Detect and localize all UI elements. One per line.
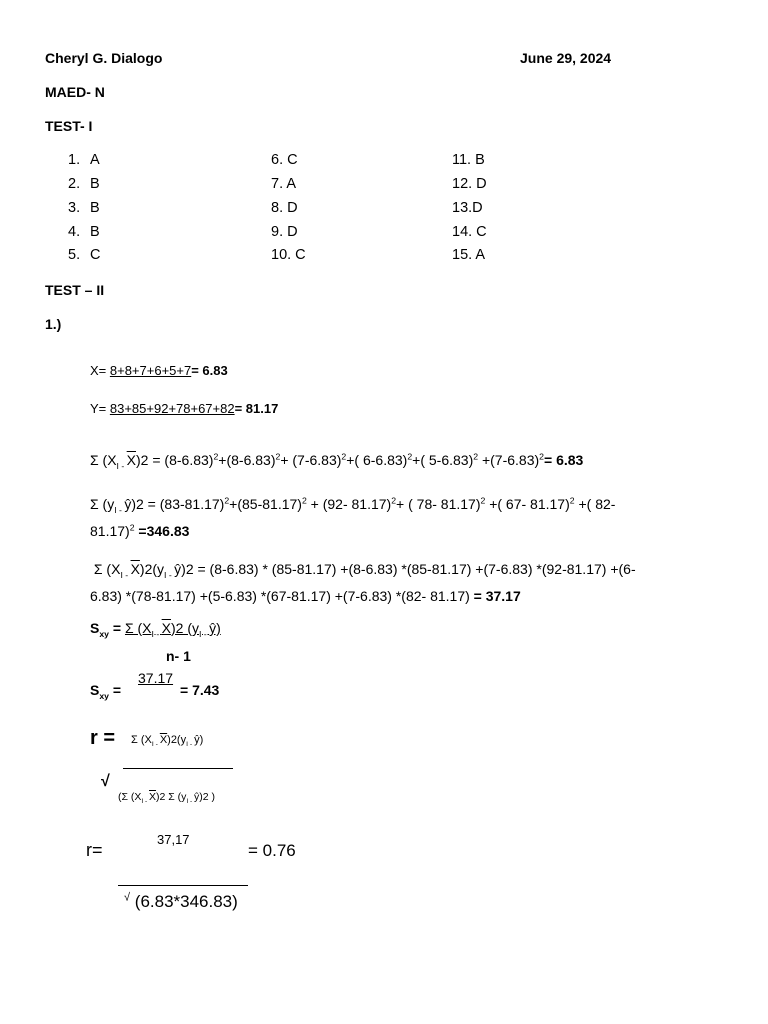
x-mean-formula: X= 8+8+7+6+5+7= 6.83: [90, 363, 228, 378]
answer-item: 7. A: [271, 176, 296, 192]
answer-item: 3. B: [68, 200, 100, 216]
section-label: MAED- N: [45, 84, 105, 100]
test1-title: TEST- I: [45, 118, 93, 134]
sxy-denominator: n- 1: [166, 648, 191, 664]
r-denominator-formula: (Σ ($X_{I -}$ $\overline{X})2$ Σ ($y_{I -}$ ŷ)2 ): [118, 791, 216, 806]
sxy-definition: $S_{xy} = \Sigma$ ($X_{I -}$ X)2 ($y_{I -}$ ŷ): [90, 620, 221, 639]
r-fraction-bar: [123, 768, 233, 769]
answer-item: 14. C: [452, 224, 487, 240]
r-numerator-formula: Σ ($X_{I -}$ $\overline{X})2(y_{I -}$ ŷ): [131, 734, 204, 749]
y-mean-formula: Y= 83+85+92+78+67+82= 81.17: [90, 401, 279, 416]
sxy-numerator: 37.17: [138, 670, 174, 686]
answer-item: 4. B: [68, 224, 100, 240]
sqrt-symbol: √: [124, 891, 131, 904]
r-result-fraction-bar: [118, 885, 248, 886]
answer-item: 5. C: [68, 247, 101, 263]
document-date: June 29, 2024: [520, 50, 612, 66]
sxy-label: $S_{xy}$ =: [90, 682, 122, 701]
test2-title: TEST – II: [45, 282, 105, 298]
r-value: = 0.76: [248, 841, 296, 860]
r-result-label: r=: [86, 840, 103, 860]
r-denominator-value: √ (6.83*346.83): [124, 891, 238, 911]
answer-item: 10. C: [271, 247, 306, 263]
r-label: r =: [90, 727, 116, 749]
answer-item: 13.D: [452, 200, 483, 216]
student-name: Cheryl G. Dialogo: [45, 50, 163, 66]
answer-item: 2. B: [68, 176, 100, 192]
sxx-formula: Σ ($X_{I -}$ $\overline{X})2 = (8-6.83)^2+(8-6.83)^2+ (7-6.83)^2+$( 6-6.83)$^2$+( $5-6.83)^2 +(7-6.83)^2= 6.83$: [90, 451, 584, 471]
item-number: 1.): [45, 316, 62, 332]
answer-item: 11. B: [452, 152, 485, 168]
syy-formula: Σ ($y_{I -}$ ŷ)2 = $(83-81.17)^2+(85-81.17)^2 + (92-$ 81.17)$^2$+ ( 78- 81.17)$^2$ +( 67- 81.17)$^2$ +( 82- 81.17)$^2$ =346.83: [90, 495, 616, 539]
answer-item: 1. A: [68, 152, 100, 168]
answer-item: 6. C: [271, 152, 298, 168]
answer-item: 8. D: [271, 200, 298, 216]
answer-item: 9. D: [271, 224, 298, 240]
sqrt-symbol: √: [101, 773, 110, 790]
r-numerator-value: 37,17: [157, 832, 190, 847]
answer-item: 12. D: [452, 176, 487, 192]
sxy-sum-formula: Σ ($X_{I -}$ $\overline{X})2(y_{I -}$ ŷ)2 = (8-6.83) * (85-81.17) +(8-6.83) *(85-81.17) +(7-6.83) *(92-81.17) +(6- 6.83) *(78-81.17) +(5-6.83) *(67-81.17) +(7-6.83) *(82- 81.17) = 37.17: [90, 561, 636, 604]
sxy-value: = 7.43: [180, 682, 220, 698]
answer-item: 15. A: [452, 247, 486, 263]
